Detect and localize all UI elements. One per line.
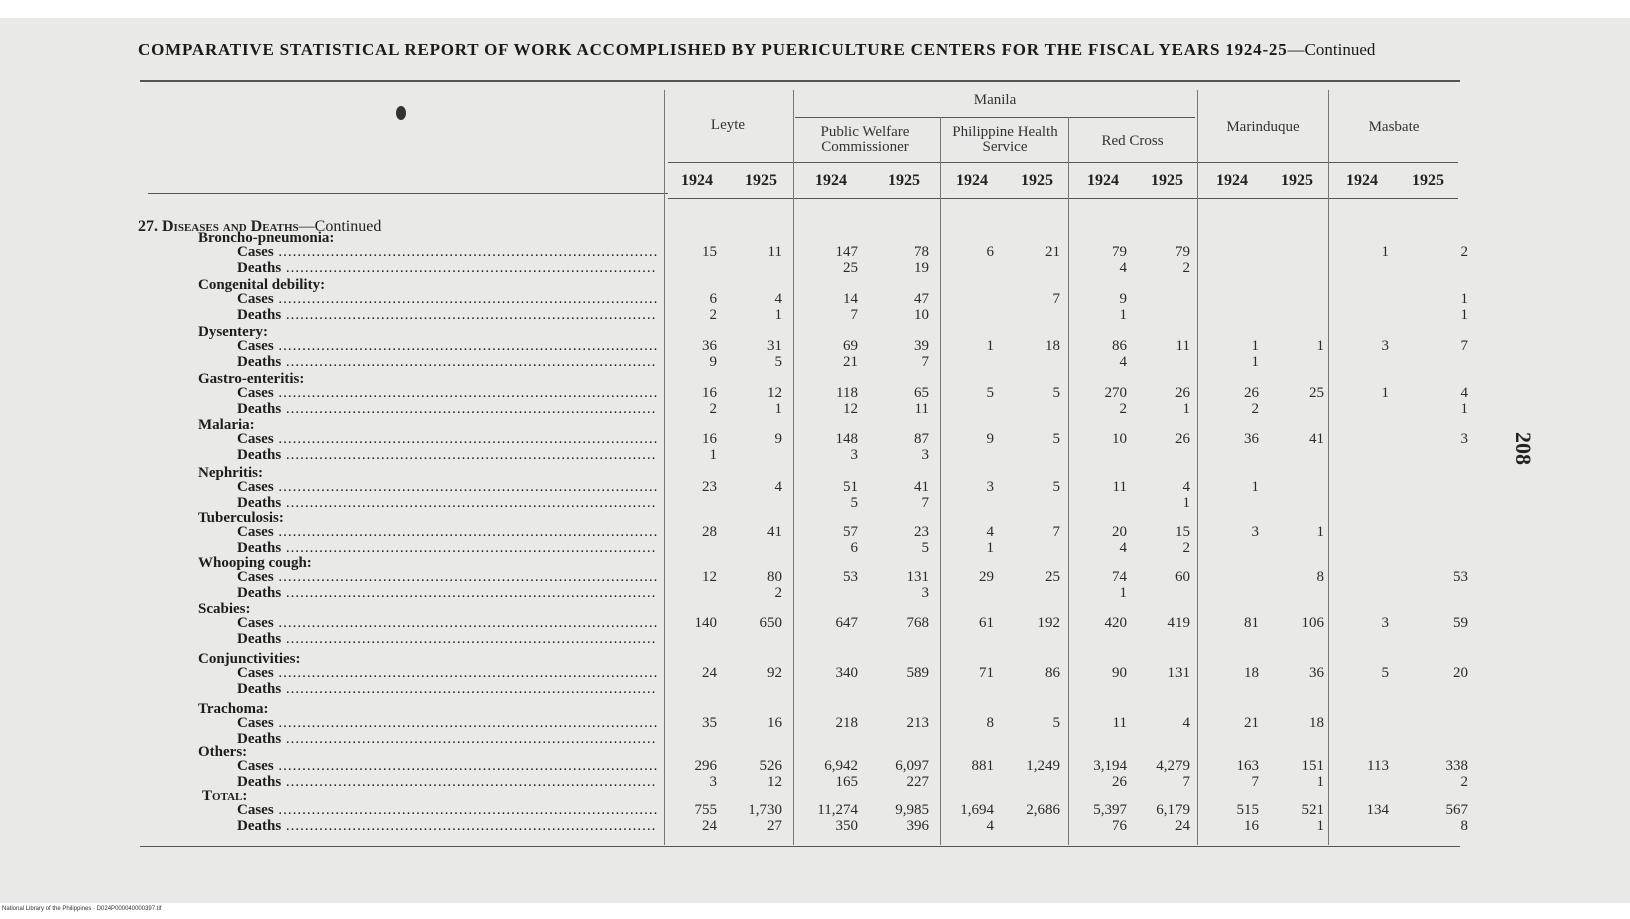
disease-name: Broncho-pneumonia: <box>198 230 335 246</box>
cases-value: 1 <box>1316 524 1324 540</box>
cases-value: 515 <box>1236 802 1259 818</box>
cases-value: 9 <box>1119 291 1127 307</box>
disease-name: Malaria: <box>198 417 255 433</box>
disease-name: Tuberculosis: <box>198 510 284 526</box>
cases-value: 6,942 <box>824 758 858 774</box>
cases-label: Cases ..... <box>237 524 657 541</box>
cases-value: 1 <box>1460 291 1468 307</box>
cases-value: 192 <box>1037 615 1060 631</box>
cases-value: 41 <box>914 479 929 495</box>
cases-value: 8 <box>986 715 994 731</box>
rule-bottom <box>140 846 1460 847</box>
year-header: 1925 <box>745 172 777 189</box>
deaths-value: 1 <box>1460 401 1468 417</box>
cases-value: 419 <box>1167 615 1190 631</box>
cases-value: 6 <box>986 244 994 260</box>
cases-value: 57 <box>843 524 858 540</box>
cases-value: 134 <box>1366 802 1389 818</box>
cases-value: 47 <box>914 291 929 307</box>
header-manila: Manila <box>973 92 1017 108</box>
deaths-label: Deaths ..... <box>237 818 657 835</box>
cases-value: 4 <box>1460 385 1468 401</box>
col-rule <box>1328 90 1329 845</box>
cases-label: Cases ..... <box>237 715 657 732</box>
cases-value: 151 <box>1301 758 1324 774</box>
cases-value: 21 <box>1244 715 1259 731</box>
cases-value: 6,097 <box>895 758 929 774</box>
cases-value: 296 <box>694 758 717 774</box>
deaths-value: 9 <box>709 354 717 370</box>
cases-value: 218 <box>835 715 858 731</box>
deaths-value: 12 <box>767 774 782 790</box>
cases-value: 31 <box>767 338 782 354</box>
deaths-value: 1 <box>1316 818 1324 834</box>
deaths-value: 7 <box>1182 774 1190 790</box>
deaths-value: 5 <box>850 495 858 511</box>
cases-value: 15 <box>702 244 717 260</box>
cases-value: 140 <box>694 615 717 631</box>
cases-label: Cases ..... <box>237 615 657 632</box>
cases-value: 86 <box>1112 338 1127 354</box>
cases-value: 15 <box>1175 524 1190 540</box>
cases-value: 1,249 <box>1026 758 1060 774</box>
cases-label: Cases ..... <box>237 244 657 261</box>
cases-value: 4 <box>986 524 994 540</box>
cases-value: 5 <box>986 385 994 401</box>
cases-value: 28 <box>702 524 717 540</box>
deaths-value: 16 <box>1244 818 1259 834</box>
cases-label: Cases ..... <box>237 802 657 819</box>
cases-value: 61 <box>979 615 994 631</box>
cases-label: Cases ..... <box>237 291 657 308</box>
cases-value: 71 <box>979 665 994 681</box>
rule-top <box>140 80 1460 82</box>
deaths-value: 5 <box>921 540 929 556</box>
cases-value: 5 <box>1052 715 1060 731</box>
cases-value: 420 <box>1104 615 1127 631</box>
cases-value: 5 <box>1052 385 1060 401</box>
cases-value: 65 <box>914 385 929 401</box>
cases-value: 106 <box>1301 615 1324 631</box>
cases-value: 26 <box>1175 385 1190 401</box>
deaths-value: 19 <box>914 260 929 276</box>
header-red-cross: Red Cross <box>1101 133 1164 149</box>
cases-label: Cases ..... <box>237 479 657 496</box>
year-header: 1924 <box>1216 172 1248 189</box>
deaths-value: 396 <box>906 818 929 834</box>
deaths-value: 2 <box>1251 401 1259 417</box>
cases-value: 1,694 <box>960 802 994 818</box>
cases-value: 86 <box>1045 665 1060 681</box>
deaths-value: 2 <box>1460 774 1468 790</box>
cases-value: 147 <box>835 244 858 260</box>
disease-name: Dysentery: <box>198 324 268 340</box>
col-rule <box>1068 117 1069 845</box>
deaths-value: 2 <box>774 585 782 601</box>
section-suffix: —Continued <box>298 218 382 235</box>
footer-credit: National Library of the Philippines · D024P000040000397.tif <box>2 906 162 912</box>
rule-header-bottom <box>148 193 668 194</box>
cases-value: 74 <box>1112 569 1127 585</box>
year-header: 1925 <box>1281 172 1313 189</box>
cases-value: 81 <box>1244 615 1259 631</box>
cases-value: 24 <box>702 665 717 681</box>
cases-value: 2 <box>1460 244 1468 260</box>
cases-value: 53 <box>1453 569 1468 585</box>
cases-value: 338 <box>1445 758 1468 774</box>
deaths-value: 1 <box>986 540 994 556</box>
cases-value: 36 <box>702 338 717 354</box>
cases-value: 148 <box>835 431 858 447</box>
cases-label: Cases ..... <box>237 569 657 586</box>
cases-value: 340 <box>835 665 858 681</box>
cases-value: 4 <box>774 291 782 307</box>
cases-value: 23 <box>914 524 929 540</box>
cases-value: 25 <box>1309 385 1324 401</box>
cases-value: 3,194 <box>1093 758 1127 774</box>
cases-value: 1,730 <box>748 802 782 818</box>
cases-value: 21 <box>1045 244 1060 260</box>
title-text: COMPARATIVE STATISTICAL REPORT OF WORK ACCOMPLISHED BY PUERICULTURE CENTERS FOR THE FISCAL YEARS 1924-25 <box>138 40 1288 59</box>
cases-value: 521 <box>1301 802 1324 818</box>
cases-value: 11 <box>767 244 782 260</box>
cases-label: Cases ..... <box>237 338 657 355</box>
deaths-value: 21 <box>843 354 858 370</box>
cases-value: 20 <box>1453 665 1468 681</box>
disease-name: Total: <box>202 788 248 804</box>
deaths-value: 4 <box>986 818 994 834</box>
deaths-value: 7 <box>921 495 929 511</box>
deaths-value: 8 <box>1460 818 1468 834</box>
cases-value: 589 <box>906 665 929 681</box>
col-rule <box>793 90 794 845</box>
page-title <box>138 40 1508 60</box>
cases-value: 53 <box>843 569 858 585</box>
year-header: 1925 <box>1021 172 1053 189</box>
cases-value: 4 <box>1182 479 1190 495</box>
year-header: 1924 <box>681 172 713 189</box>
cases-value: 526 <box>759 758 782 774</box>
cases-value: 1 <box>986 338 994 354</box>
year-header: 1924 <box>1346 172 1378 189</box>
cases-value: 41 <box>1309 431 1324 447</box>
cases-value: 9 <box>774 431 782 447</box>
deaths-value: 25 <box>843 260 858 276</box>
cases-value: 1 <box>1316 338 1324 354</box>
cases-value: 11,274 <box>817 802 858 818</box>
cases-value: 213 <box>906 715 929 731</box>
deaths-value: 10 <box>914 307 929 323</box>
cases-value: 8 <box>1316 569 1324 585</box>
cases-label: Cases ..... <box>237 431 657 448</box>
section-name: Diseases and Deaths <box>162 218 299 235</box>
cases-value: 3 <box>1381 338 1389 354</box>
deaths-value: 2 <box>709 401 717 417</box>
cases-value: 4 <box>1182 715 1190 731</box>
cases-value: 29 <box>979 569 994 585</box>
cases-value: 14 <box>843 291 858 307</box>
cases-label: Cases ..... <box>237 385 657 402</box>
page-number: 208 <box>1511 432 1536 465</box>
cases-value: 78 <box>914 244 929 260</box>
cases-value: 768 <box>906 615 929 631</box>
cases-value: 647 <box>835 615 858 631</box>
deaths-value: 11 <box>914 401 929 417</box>
deaths-value: 2 <box>1182 260 1190 276</box>
cases-label: Cases ..... <box>237 665 657 682</box>
cases-value: 80 <box>767 569 782 585</box>
deaths-value: 3 <box>921 447 929 463</box>
deaths-label: Deaths ..... <box>237 585 657 602</box>
deaths-value: 165 <box>835 774 858 790</box>
deaths-label: Deaths ..... <box>237 495 657 512</box>
cases-value: 39 <box>914 338 929 354</box>
deaths-label: Deaths ..... <box>237 681 657 698</box>
disease-name: Scabies: <box>198 601 251 617</box>
year-header: 1925 <box>888 172 920 189</box>
deaths-label: Deaths ..... <box>237 774 657 791</box>
header-leyte: Leyte <box>710 117 746 133</box>
cases-value: 35 <box>702 715 717 731</box>
ink-blot <box>396 106 406 120</box>
cases-value: 23 <box>702 479 717 495</box>
col-rule <box>1197 90 1198 845</box>
cases-value: 5 <box>1052 479 1060 495</box>
deaths-value: 1 <box>1182 495 1190 511</box>
section-number: 27. <box>138 218 158 235</box>
deaths-value: 1 <box>774 307 782 323</box>
deaths-value: 7 <box>1251 774 1259 790</box>
deaths-value: 76 <box>1112 818 1127 834</box>
cases-value: 18 <box>1045 338 1060 354</box>
cases-value: 36 <box>1309 665 1324 681</box>
cases-value: 3 <box>1251 524 1259 540</box>
cases-label: Cases ..... <box>237 758 657 775</box>
deaths-value: 350 <box>835 818 858 834</box>
cases-value: 79 <box>1112 244 1127 260</box>
cases-value: 11 <box>1112 715 1127 731</box>
header-masbate: Masbate <box>1368 119 1420 135</box>
deaths-label: Deaths ..... <box>237 354 657 371</box>
cases-value: 270 <box>1104 385 1127 401</box>
cases-value: 881 <box>971 758 994 774</box>
cases-value: 26 <box>1175 431 1190 447</box>
cases-value: 12 <box>767 385 782 401</box>
deaths-value: 7 <box>921 354 929 370</box>
cases-value: 60 <box>1175 569 1190 585</box>
header-phil-health: Philippine Health Service <box>952 124 1058 155</box>
deaths-value: 4 <box>1119 260 1127 276</box>
cases-value: 6,179 <box>1156 802 1190 818</box>
year-header: 1924 <box>815 172 847 189</box>
cases-value: 16 <box>702 431 717 447</box>
cases-value: 4,279 <box>1156 758 1190 774</box>
cases-value: 5 <box>1052 431 1060 447</box>
cases-value: 1 <box>1251 479 1259 495</box>
cases-value: 3 <box>986 479 994 495</box>
cases-value: 11 <box>1175 338 1190 354</box>
deaths-label: Deaths ..... <box>237 260 657 277</box>
disease-name: Whooping cough: <box>198 555 312 571</box>
year-header: 1925 <box>1151 172 1183 189</box>
deaths-value: 3 <box>850 447 858 463</box>
year-header: 1924 <box>1087 172 1119 189</box>
cases-value: 18 <box>1309 715 1324 731</box>
deaths-value: 1 <box>709 447 717 463</box>
cases-value: 118 <box>836 385 858 401</box>
cases-value: 131 <box>906 569 929 585</box>
disease-name: Gastro-enteritis: <box>198 371 305 387</box>
header-public-welfare: Public Welfare Commissioner <box>820 124 910 155</box>
cases-value: 5 <box>1381 665 1389 681</box>
deaths-value: 2 <box>1119 401 1127 417</box>
cases-value: 650 <box>759 615 782 631</box>
deaths-value: 6 <box>850 540 858 556</box>
disease-name: Conjunctivities: <box>198 651 301 667</box>
rule-year-top <box>668 162 1458 163</box>
cases-value: 12 <box>702 569 717 585</box>
deaths-value: 27 <box>767 818 782 834</box>
cases-value: 163 <box>1236 758 1259 774</box>
deaths-value: 1 <box>1251 354 1259 370</box>
deaths-label: Deaths ..... <box>237 540 657 557</box>
header-marinduque: Marinduque <box>1226 119 1300 135</box>
year-header: 1925 <box>1412 172 1444 189</box>
cases-value: 41 <box>767 524 782 540</box>
cases-value: 6 <box>709 291 717 307</box>
deaths-value: 4 <box>1119 354 1127 370</box>
cases-value: 90 <box>1112 665 1127 681</box>
deaths-label: Deaths ..... <box>237 307 657 324</box>
deaths-value: 2 <box>709 307 717 323</box>
cases-value: 51 <box>843 479 858 495</box>
rule-year-bottom <box>668 198 1458 199</box>
cases-value: 1 <box>1381 385 1389 401</box>
disease-name: Trachoma: <box>198 701 269 717</box>
cases-value: 1 <box>1251 338 1259 354</box>
deaths-value: 1 <box>1182 401 1190 417</box>
deaths-value: 1 <box>1119 585 1127 601</box>
deaths-value: 1 <box>1460 307 1468 323</box>
year-header: 1924 <box>956 172 988 189</box>
deaths-label: Deaths ..... <box>237 401 657 418</box>
deaths-value: 12 <box>843 401 858 417</box>
cases-value: 11 <box>1112 479 1127 495</box>
deaths-value: 24 <box>1175 818 1190 834</box>
cases-value: 79 <box>1175 244 1190 260</box>
cases-value: 20 <box>1112 524 1127 540</box>
cases-value: 7 <box>1052 291 1060 307</box>
cases-value: 131 <box>1167 665 1190 681</box>
deaths-value: 7 <box>850 307 858 323</box>
cases-value: 755 <box>694 802 717 818</box>
deaths-value: 1 <box>774 401 782 417</box>
cases-value: 87 <box>914 431 929 447</box>
cases-value: 5,397 <box>1093 802 1127 818</box>
deaths-label: Deaths ..... <box>237 447 657 464</box>
deaths-value: 5 <box>774 354 782 370</box>
deaths-value: 2 <box>1182 540 1190 556</box>
deaths-value: 1 <box>1316 774 1324 790</box>
cases-value: 7 <box>1460 338 1468 354</box>
deaths-value: 3 <box>921 585 929 601</box>
disease-name: Nephritis: <box>198 465 263 481</box>
cases-value: 3 <box>1460 431 1468 447</box>
cases-value: 59 <box>1453 615 1468 631</box>
deaths-label: Deaths ..... <box>237 631 657 648</box>
cases-value: 16 <box>767 715 782 731</box>
cases-value: 16 <box>702 385 717 401</box>
cases-value: 7 <box>1052 524 1060 540</box>
cases-value: 9 <box>986 431 994 447</box>
cases-value: 92 <box>767 665 782 681</box>
cases-value: 2,686 <box>1026 802 1060 818</box>
cases-value: 9,985 <box>895 802 929 818</box>
deaths-value: 26 <box>1112 774 1127 790</box>
disease-name: Others: <box>198 744 248 760</box>
deaths-value: 3 <box>709 774 717 790</box>
cases-value: 18 <box>1244 665 1259 681</box>
cases-value: 25 <box>1045 569 1060 585</box>
deaths-value: 227 <box>906 774 929 790</box>
deaths-value: 1 <box>1119 307 1127 323</box>
cases-value: 26 <box>1244 385 1259 401</box>
cases-value: 4 <box>774 479 782 495</box>
cases-value: 3 <box>1381 615 1389 631</box>
cases-value: 36 <box>1244 431 1259 447</box>
deaths-value: 24 <box>702 818 717 834</box>
cases-value: 113 <box>1367 758 1389 774</box>
title-suffix: —Continued <box>1287 40 1376 59</box>
cases-value: 1 <box>1381 244 1389 260</box>
cases-value: 69 <box>843 338 858 354</box>
cases-value: 10 <box>1112 431 1127 447</box>
rule-manila <box>795 117 1195 118</box>
deaths-value: 4 <box>1119 540 1127 556</box>
disease-name: Congenital debility: <box>198 277 326 293</box>
cases-value: 567 <box>1445 802 1468 818</box>
deaths-label: Deaths ..... <box>237 731 657 748</box>
